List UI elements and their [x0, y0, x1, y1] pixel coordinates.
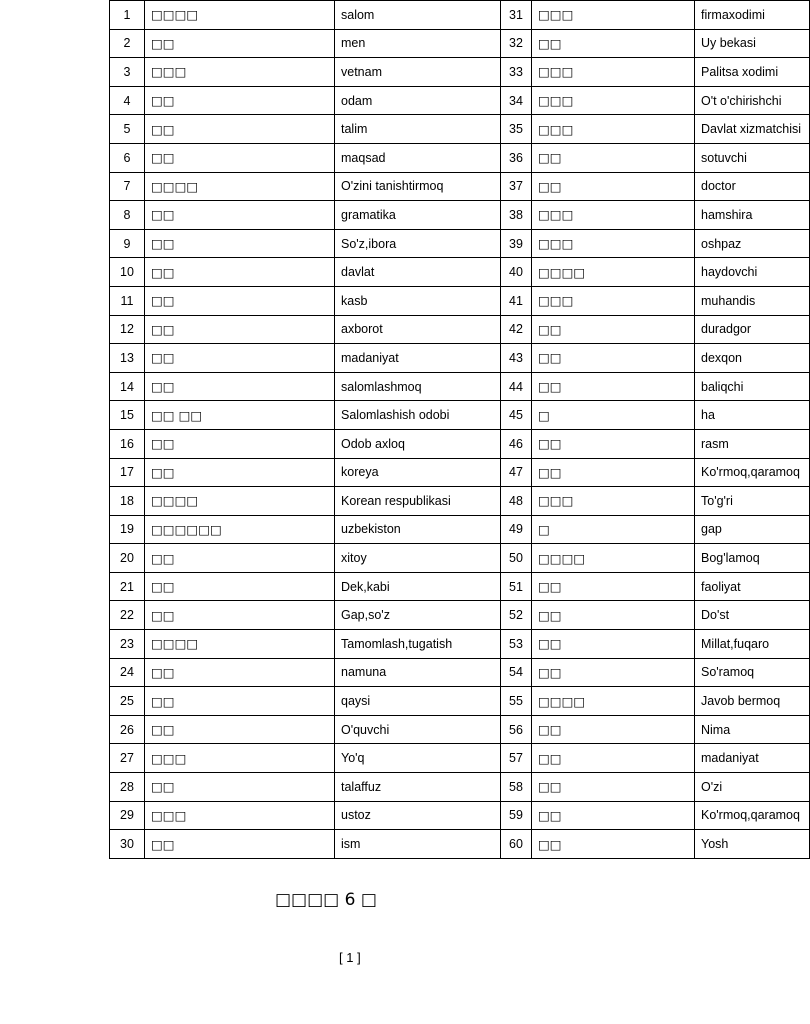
korean-word-right: □□ — [532, 29, 695, 58]
row-number-left: 20 — [110, 544, 145, 573]
uzbek-translation-right: Do'st — [695, 601, 810, 630]
korean-word-left: □□ — [145, 258, 335, 287]
row-number-right: 45 — [501, 401, 532, 430]
row-number-right: 44 — [501, 372, 532, 401]
row-number-left: 22 — [110, 601, 145, 630]
uzbek-translation-left: Tamomlash,tugatish — [335, 630, 501, 659]
uzbek-translation-right: Davlat xizmatchisi — [695, 115, 810, 144]
uzbek-translation-left: men — [335, 29, 501, 58]
uzbek-translation-left: talim — [335, 115, 501, 144]
uzbek-translation-left: O'quvchi — [335, 715, 501, 744]
uzbek-translation-left: davlat — [335, 258, 501, 287]
table-row — [110, 1, 810, 30]
table-row — [110, 515, 810, 544]
table-row — [110, 115, 810, 144]
table-row — [110, 544, 810, 573]
uzbek-translation-right: Palitsa xodimi — [695, 58, 810, 87]
korean-word-left: □□ — [145, 201, 335, 230]
row-number-right: 56 — [501, 715, 532, 744]
uzbek-translation-left: salomlashmoq — [335, 372, 501, 401]
uzbek-translation-left: Odob axloq — [335, 429, 501, 458]
row-number-left: 30 — [110, 830, 145, 859]
table-row — [110, 401, 810, 430]
row-number-right: 43 — [501, 344, 532, 373]
korean-word-right: □□ — [532, 372, 695, 401]
row-number-left: 2 — [110, 29, 145, 58]
uzbek-translation-right: duradgor — [695, 315, 810, 344]
korean-word-left: □□ — [145, 658, 335, 687]
row-number-right: 41 — [501, 286, 532, 315]
table-row — [110, 429, 810, 458]
uzbek-translation-right: doctor — [695, 172, 810, 201]
row-number-left: 27 — [110, 744, 145, 773]
vocabulary-table — [109, 0, 810, 859]
korean-word-right: □□ — [532, 143, 695, 172]
row-number-right: 51 — [501, 572, 532, 601]
uzbek-translation-right: haydovchi — [695, 258, 810, 287]
korean-word-right: □□□ — [532, 286, 695, 315]
uzbek-translation-left: maqsad — [335, 143, 501, 172]
uzbek-translation-left: Gap,so'z — [335, 601, 501, 630]
table-row — [110, 458, 810, 487]
korean-word-left: □□□□ — [145, 487, 335, 516]
vocabulary-table-body — [110, 1, 810, 859]
footer-title: □□□□ 6 □ — [275, 890, 377, 910]
row-number-right: 49 — [501, 515, 532, 544]
uzbek-translation-right: Javob bermoq — [695, 687, 810, 716]
uzbek-translation-left: qaysi — [335, 687, 501, 716]
korean-word-left: □□ — [145, 773, 335, 802]
uzbek-translation-left: xitoy — [335, 544, 501, 573]
uzbek-translation-left: uzbekiston — [335, 515, 501, 544]
row-number-right: 59 — [501, 801, 532, 830]
table-row — [110, 286, 810, 315]
uzbek-translation-right: Nima — [695, 715, 810, 744]
uzbek-translation-left: talaffuz — [335, 773, 501, 802]
korean-word-right: □□ — [532, 658, 695, 687]
uzbek-translation-right: So'ramoq — [695, 658, 810, 687]
korean-word-right: □□ — [532, 773, 695, 802]
uzbek-translation-right: faoliyat — [695, 572, 810, 601]
korean-word-left: □□ — [145, 229, 335, 258]
korean-word-right: □□□ — [532, 58, 695, 87]
row-number-right: 46 — [501, 429, 532, 458]
row-number-left: 1 — [110, 1, 145, 30]
row-number-left: 23 — [110, 630, 145, 659]
uzbek-translation-left: madaniyat — [335, 344, 501, 373]
row-number-right: 34 — [501, 86, 532, 115]
uzbek-translation-right: firmaxodimi — [695, 1, 810, 30]
table-row — [110, 744, 810, 773]
table-row — [110, 172, 810, 201]
table-row — [110, 229, 810, 258]
row-number-right: 40 — [501, 258, 532, 287]
uzbek-translation-left: ustoz — [335, 801, 501, 830]
uzbek-translation-left: Dek,kabi — [335, 572, 501, 601]
table-row — [110, 773, 810, 802]
row-number-left: 26 — [110, 715, 145, 744]
row-number-left: 13 — [110, 344, 145, 373]
korean-word-left: □□ — [145, 687, 335, 716]
korean-word-left: □□ — [145, 830, 335, 859]
uzbek-translation-right: baliqchi — [695, 372, 810, 401]
uzbek-translation-right: O't o'chirishchi — [695, 86, 810, 115]
korean-word-right: □□ — [532, 344, 695, 373]
uzbek-translation-right: madaniyat — [695, 744, 810, 773]
korean-word-left: □□ — [145, 143, 335, 172]
row-number-left: 19 — [110, 515, 145, 544]
row-number-left: 24 — [110, 658, 145, 687]
korean-word-left: □□ — [145, 115, 335, 144]
row-number-right: 57 — [501, 744, 532, 773]
row-number-right: 39 — [501, 229, 532, 258]
uzbek-translation-left: salom — [335, 1, 501, 30]
row-number-left: 6 — [110, 143, 145, 172]
row-number-left: 10 — [110, 258, 145, 287]
korean-word-left: □□□□ — [145, 1, 335, 30]
korean-word-right: □□□ — [532, 1, 695, 30]
row-number-right: 54 — [501, 658, 532, 687]
row-number-left: 9 — [110, 229, 145, 258]
uzbek-translation-left: odam — [335, 86, 501, 115]
korean-word-right: □□ — [532, 801, 695, 830]
korean-word-right: □□□ — [532, 487, 695, 516]
uzbek-translation-left: Korean respublikasi — [335, 487, 501, 516]
korean-word-left: □□ — [145, 601, 335, 630]
row-number-right: 37 — [501, 172, 532, 201]
row-number-right: 50 — [501, 544, 532, 573]
korean-word-right: □□□□ — [532, 544, 695, 573]
uzbek-translation-left: Salomlashish odobi — [335, 401, 501, 430]
uzbek-translation-left: O'zini tanishtirmoq — [335, 172, 501, 201]
korean-word-right: □□□ — [532, 86, 695, 115]
korean-word-left: □□ — [145, 286, 335, 315]
korean-word-left: □□ — [145, 29, 335, 58]
korean-word-right: □□ — [532, 601, 695, 630]
korean-word-right: □□ — [532, 744, 695, 773]
row-number-left: 16 — [110, 429, 145, 458]
uzbek-translation-right: Uy bekasi — [695, 29, 810, 58]
uzbek-translation-left: namuna — [335, 658, 501, 687]
uzbek-translation-right: Ko'rmoq,qaramoq — [695, 801, 810, 830]
row-number-left: 14 — [110, 372, 145, 401]
korean-word-left: □□□□□□ — [145, 515, 335, 544]
korean-word-right: □□□□ — [532, 258, 695, 287]
uzbek-translation-right: hamshira — [695, 201, 810, 230]
uzbek-translation-right: Millat,fuqaro — [695, 630, 810, 659]
korean-word-left: □□□ — [145, 58, 335, 87]
table-row — [110, 201, 810, 230]
vocabulary-table-container — [109, 0, 802, 859]
table-row — [110, 487, 810, 516]
row-number-right: 31 — [501, 1, 532, 30]
korean-word-right: □□ — [532, 715, 695, 744]
korean-word-left: □□ — [145, 344, 335, 373]
row-number-right: 42 — [501, 315, 532, 344]
row-number-left: 4 — [110, 86, 145, 115]
uzbek-translation-right: ha — [695, 401, 810, 430]
korean-word-left: □□ — [145, 86, 335, 115]
uzbek-translation-left: gramatika — [335, 201, 501, 230]
table-row — [110, 572, 810, 601]
uzbek-translation-right: sotuvchi — [695, 143, 810, 172]
row-number-left: 8 — [110, 201, 145, 230]
row-number-left: 3 — [110, 58, 145, 87]
row-number-left: 17 — [110, 458, 145, 487]
row-number-right: 33 — [501, 58, 532, 87]
row-number-left: 21 — [110, 572, 145, 601]
korean-word-right: □ — [532, 515, 695, 544]
korean-word-right: □□ — [532, 830, 695, 859]
korean-word-right: □□□□ — [532, 687, 695, 716]
korean-word-left: □□ — [145, 429, 335, 458]
uzbek-translation-left: So'z,ibora — [335, 229, 501, 258]
page-number: [ 1 ] — [339, 950, 361, 965]
korean-word-left: □□ — [145, 372, 335, 401]
korean-word-left: □□□□ — [145, 172, 335, 201]
row-number-right: 36 — [501, 143, 532, 172]
korean-word-right: □□□ — [532, 229, 695, 258]
table-row — [110, 658, 810, 687]
table-row — [110, 29, 810, 58]
uzbek-translation-left: kasb — [335, 286, 501, 315]
row-number-right: 55 — [501, 687, 532, 716]
row-number-left: 29 — [110, 801, 145, 830]
row-number-right: 60 — [501, 830, 532, 859]
table-row — [110, 601, 810, 630]
korean-word-left: □□ — [145, 715, 335, 744]
row-number-right: 35 — [501, 115, 532, 144]
korean-word-left: □□□□ — [145, 630, 335, 659]
row-number-right: 58 — [501, 773, 532, 802]
row-number-left: 7 — [110, 172, 145, 201]
row-number-left: 11 — [110, 286, 145, 315]
korean-word-right: □□□ — [532, 201, 695, 230]
table-row — [110, 258, 810, 287]
uzbek-translation-right: O'zi — [695, 773, 810, 802]
korean-word-right: □□ — [532, 458, 695, 487]
table-row — [110, 801, 810, 830]
row-number-left: 28 — [110, 773, 145, 802]
table-row — [110, 715, 810, 744]
row-number-right: 38 — [501, 201, 532, 230]
korean-word-left: □□ □□ — [145, 401, 335, 430]
korean-word-left: □□□ — [145, 801, 335, 830]
row-number-right: 48 — [501, 487, 532, 516]
row-number-right: 47 — [501, 458, 532, 487]
table-row — [110, 315, 810, 344]
table-row — [110, 372, 810, 401]
row-number-left: 18 — [110, 487, 145, 516]
korean-word-right: □□ — [532, 172, 695, 201]
uzbek-translation-left: axborot — [335, 315, 501, 344]
korean-word-right: □□□ — [532, 115, 695, 144]
uzbek-translation-right: gap — [695, 515, 810, 544]
table-row — [110, 86, 810, 115]
row-number-left: 5 — [110, 115, 145, 144]
row-number-right: 52 — [501, 601, 532, 630]
row-number-left: 15 — [110, 401, 145, 430]
uzbek-translation-right: Bog'lamoq — [695, 544, 810, 573]
korean-word-left: □□ — [145, 544, 335, 573]
korean-word-right: □□ — [532, 429, 695, 458]
uzbek-translation-right: To'g'ri — [695, 487, 810, 516]
uzbek-translation-left: koreya — [335, 458, 501, 487]
uzbek-translation-right: dexqon — [695, 344, 810, 373]
uzbek-translation-right: oshpaz — [695, 229, 810, 258]
table-row — [110, 58, 810, 87]
korean-word-right: □□ — [532, 315, 695, 344]
row-number-right: 32 — [501, 29, 532, 58]
row-number-left: 25 — [110, 687, 145, 716]
uzbek-translation-right: rasm — [695, 429, 810, 458]
table-row — [110, 344, 810, 373]
korean-word-left: □□ — [145, 315, 335, 344]
korean-word-left: □□ — [145, 458, 335, 487]
korean-word-right: □□ — [532, 630, 695, 659]
table-row — [110, 687, 810, 716]
uzbek-translation-left: Yo'q — [335, 744, 501, 773]
table-row — [110, 830, 810, 859]
table-row — [110, 143, 810, 172]
uzbek-translation-left: ism — [335, 830, 501, 859]
uzbek-translation-right: muhandis — [695, 286, 810, 315]
korean-word-left: □□□ — [145, 744, 335, 773]
korean-word-left: □□ — [145, 572, 335, 601]
uzbek-translation-right: Yosh — [695, 830, 810, 859]
table-row — [110, 630, 810, 659]
korean-word-right: □ — [532, 401, 695, 430]
row-number-right: 53 — [501, 630, 532, 659]
korean-word-right: □□ — [532, 572, 695, 601]
row-number-left: 12 — [110, 315, 145, 344]
uzbek-translation-left: vetnam — [335, 58, 501, 87]
uzbek-translation-right: Ko'rmoq,qaramoq — [695, 458, 810, 487]
